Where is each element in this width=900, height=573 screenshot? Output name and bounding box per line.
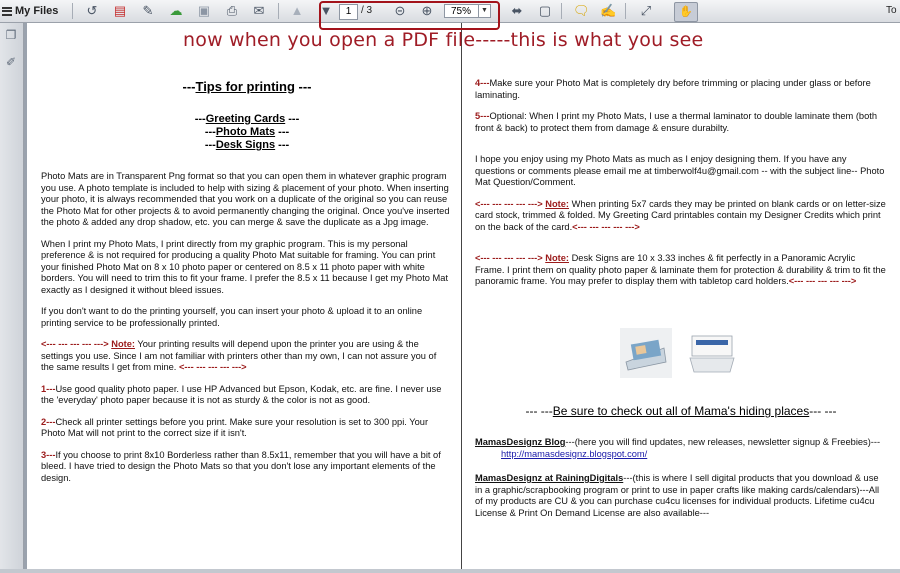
upload-icon[interactable]: ☁	[169, 3, 183, 18]
fit-page-icon[interactable]: ▢	[538, 3, 552, 18]
my-files-label: My Files	[15, 5, 59, 17]
create-icon[interactable]: ↺	[86, 3, 98, 18]
tip-item-4: 4---Make sure your Photo Mat is completely dry before trimming or placing under glass or before laminating.	[475, 78, 871, 100]
toolbar-separator	[561, 3, 562, 19]
toolbar-separator	[625, 3, 626, 19]
fullscreen-icon[interactable]: ⤢	[640, 3, 652, 18]
link-photo-mats[interactable]: ---Photo Mats ---	[204, 126, 290, 138]
tips-title: ---Tips for printing ---	[182, 79, 312, 94]
toolbar-separator	[278, 3, 279, 19]
rainingdigitals-name[interactable]: MamasDesignz at RainingDigitals	[475, 473, 624, 483]
tip-item-5: 5---Optional: When I print my Photo Mats, I use a thermal laminator to double laminate them (both front & back) to protect them from damage & ensure durabilty.	[475, 111, 878, 133]
blog-url-link[interactable]: http://mamasdesignz.blogspot.com/	[501, 448, 648, 459]
blog-url-line	[475, 449, 887, 461]
paragraph-online-printing: If you don't want to do the printing yourself, you can insert your photo & upload it to an online printing service to be professionally printed.	[41, 306, 423, 328]
edit-icon[interactable]: ✎	[142, 3, 154, 18]
page-total-label: / 3	[361, 5, 373, 16]
rainingdigitals-entry: MamasDesignz at RainingDigitals---(this is where I sell digital products that you download & use in a graphic/scrapbooking program or print to use in paper crafts like making cards/calendars)---All of my products are CU & you can purchase cu4cu licenses for individual products. Lifetime cu4cu License & Print On Demand License are also available---	[475, 473, 880, 518]
pages-thumbnail-icon[interactable]: ❐	[5, 28, 17, 42]
pdf-icon[interactable]: ▤	[113, 3, 127, 18]
links-section	[475, 437, 887, 529]
note-printing-results: <--- --- --- --- ---> Note: Your printing results will depend upon the printer you are using & the settings you use. Since I am not familiar with printers other than my own, I can not assure you of the same results I get from mine. <--- --- --- --- --->	[41, 339, 437, 372]
chevron-down-icon[interactable]: ▼	[478, 5, 490, 17]
link-desk-signs[interactable]: ---Desk Signs ---	[204, 139, 290, 151]
hand-tool-icon[interactable]: ✋	[674, 2, 698, 22]
page-nav-highlight	[319, 1, 500, 30]
zoom-in-icon[interactable]: ⊕	[421, 3, 433, 18]
paragraph-transparent-png: Photo Mats are in Transparent Png format so that you can open them in whatever graphic program you use. A photo template is included to help with sizing & placement of your photo. When inserting your photo, it is always recommended that you work on a duplicate of the original so you can reuse the Photo Mat for other projects & to avoid permanently changing the original. Once you've inserted the photo & added any drop shadow, etc. you can merge & save the duplicate as a Jpg image.	[41, 171, 450, 227]
note-greeting-cards: <--- --- --- --- ---> Note: When printing 5x7 cards they may be printed on blank cards or on letter-size card stock, trimmed & folded. My Greeting Card printables contain my Designer Credits which print on the back of the card.<--- --- --- --- --->	[475, 198, 886, 232]
menu-icon	[2, 7, 12, 16]
overlay-caption: now when you open a PDF file-----this is what you see	[183, 29, 704, 51]
zoom-value: 75%	[451, 6, 472, 17]
paragraph-hope: I hope you enjoy using my Photo Mats as much as I enjoy designing them. If you have any questions or comments please email me at timberwolf4u@gmail.com -- with the subject line-- Photo Mat Question/Comment.	[475, 154, 885, 187]
navigation-pane	[0, 23, 24, 569]
toolbar	[0, 0, 900, 23]
tip-item-3: 3---If you choose to print 8x10 Borderless rather than 8.5x11, remember that you will have a bit of bleed. I have tried to design the Photo Mats so that you don't lose any important elements of the design.	[41, 449, 441, 483]
next-page-icon[interactable]: ▼	[319, 3, 333, 18]
desk-sign-photo-image	[620, 328, 672, 378]
hiding-places-heading: --- ---Be sure to check out all of Mama's hiding places--- ---	[525, 404, 837, 418]
note-desk-signs: <--- --- --- --- ---> Note: Desk Signs are 10 x 3.33 inches & fit perfectly in a Panoramic Acrylic Frame. I print them on quality photo paper & laminate them for protection & durability & trim to fit the panoramic frame. You may prefer to display them with tabletop card holders.<--- --- --- --- --->	[475, 253, 886, 286]
right-column	[475, 78, 887, 298]
blog-entry: MamasDesignz Blog---(here you will find updates, new releases, newsletter signup & Freebies)---	[475, 437, 881, 447]
zoom-out-icon[interactable]: ⊝	[394, 3, 406, 18]
tip-item-1: 1---Use good quality photo paper. I use HP Advanced but Epson, Kodak, etc. are fine. I never use the 'everyday' photo paper because it is not as sturdy & the color is not as good.	[41, 383, 442, 405]
bottom-scroll-area[interactable]	[0, 569, 900, 573]
toolbar-separator	[72, 3, 73, 19]
print-icon[interactable]: ⎙	[226, 3, 238, 18]
pdf-page	[27, 23, 900, 569]
email-icon[interactable]: ✉	[253, 3, 265, 18]
page-number-input[interactable]: 1	[339, 4, 358, 20]
prev-page-icon[interactable]: ▲	[290, 3, 304, 18]
section-links	[167, 113, 327, 152]
left-column	[41, 171, 451, 494]
attachment-icon[interactable]: ✐	[5, 55, 17, 69]
paragraph-printing-preference: When I print my Photo Mats, I print directly from my graphic program. This is my personal preference & is not required for producing a quality Photo Mat suitable for framing. You can print your finished Photo Mat on 8 x 10 photo paper or centered on 8.5 x 11 photo paper with white borders. You will need to trim this to fit your frame. I prefer the 8.5 x 11 because I get my Photo Mat exactly as I designed it without bleed issues.	[41, 238, 449, 295]
tools-label[interactable]: To	[886, 5, 897, 16]
link-greeting-cards[interactable]: ---Greeting Cards ---	[194, 113, 300, 125]
comment-icon[interactable]: 🗨	[573, 3, 590, 18]
column-divider	[461, 23, 462, 569]
tip-item-2: 2---Check all printer settings before you print. Make sure your resolution is set to 300 ppi. Your Photo Mat will not print to the correct size if it isn't.	[41, 416, 429, 438]
highlight-icon[interactable]: ✍	[600, 3, 617, 18]
fit-width-icon[interactable]: ⬌	[511, 3, 523, 18]
save-icon[interactable]: ▣	[197, 3, 211, 18]
desk-sign-holder-image	[686, 328, 738, 378]
my-files-menu[interactable]	[2, 3, 58, 19]
blog-name[interactable]: MamasDesignz Blog	[475, 437, 566, 447]
